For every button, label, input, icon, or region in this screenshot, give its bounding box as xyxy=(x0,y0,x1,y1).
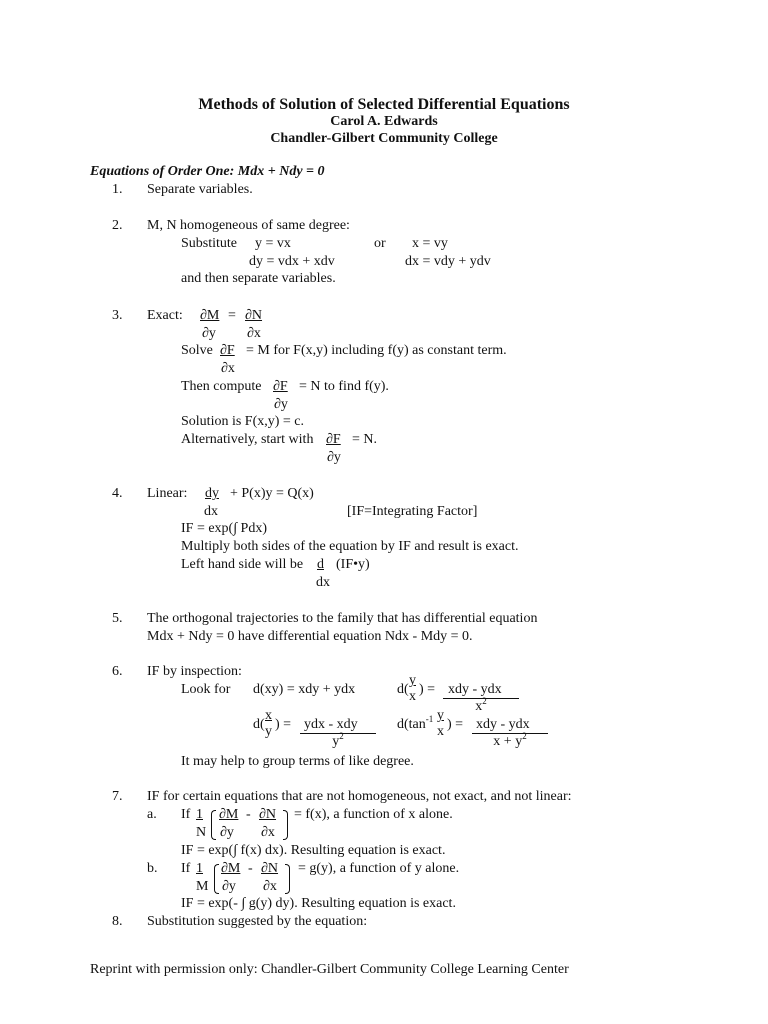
item-text: It may help to group terms of like degree. xyxy=(181,754,414,769)
footer-text: Reprint with permission only: Chandler-Gilbert Community College Learning Center xyxy=(90,962,569,977)
dx-denominator: dx xyxy=(316,575,330,590)
item-number: 6. xyxy=(112,664,123,679)
minus: - xyxy=(246,807,251,822)
subitem-label: a. xyxy=(147,807,157,822)
right-bracket xyxy=(285,864,290,894)
partial-m: ∂M xyxy=(221,861,241,876)
denominator-2-exponent: 2 xyxy=(339,731,344,741)
subitem-label: b. xyxy=(147,861,158,876)
institution: Chandler-Gilbert Community College xyxy=(270,131,498,146)
denominator-2-base: y xyxy=(332,734,340,749)
one-numerator: 1 xyxy=(196,861,203,876)
partial-x: ∂x xyxy=(263,879,277,894)
partial-f: ∂F xyxy=(220,343,235,358)
item-number: 2. xyxy=(112,218,123,233)
author: Carol A. Edwards xyxy=(330,114,438,129)
substitution-b: x = vy xyxy=(412,236,448,251)
solution-text: Solution is F(x,y) = c. xyxy=(181,414,305,429)
item-text: The orthogonal trajectories to the family that has differential equation xyxy=(147,611,538,626)
solve-text: = M for F(x,y) including f(y) as constant term. xyxy=(246,343,507,358)
partial-n: ∂N xyxy=(245,308,263,323)
if-formula: IF = exp(∫ Pdx) xyxy=(181,521,268,536)
numerator-1: xdy - ydx xyxy=(448,682,502,697)
n-denominator: N xyxy=(196,825,207,840)
y-numerator: y xyxy=(437,708,444,723)
partial-f: ∂F xyxy=(273,379,288,394)
alternative-text: = N. xyxy=(352,432,378,447)
x-numerator: x xyxy=(265,708,272,723)
item-number: 1. xyxy=(112,182,123,197)
b-result: = g(y), a function of y alone. xyxy=(298,861,460,876)
item-number: 3. xyxy=(112,308,123,323)
partial-f: ∂F xyxy=(326,432,341,447)
denominator-1 xyxy=(443,698,519,715)
partial-y: ∂y xyxy=(220,825,234,840)
page-title: Methods of Solution of Selected Differential Equations xyxy=(198,96,570,113)
partial-y: ∂y xyxy=(222,879,236,894)
exact-label: Exact: xyxy=(147,308,183,323)
partial-n: ∂N xyxy=(261,861,279,876)
left-bracket xyxy=(214,864,219,894)
substitute-label: Substitute xyxy=(181,236,238,251)
linear-label: Linear: xyxy=(147,486,188,501)
minus: - xyxy=(248,861,253,876)
close-equals: ) = xyxy=(447,717,464,732)
item-text: Mdx + Ndy = 0 have differential equation Ndx - Mdy = 0. xyxy=(147,629,473,644)
denominator-3-base: x + y xyxy=(493,734,523,749)
y-denominator: y xyxy=(265,724,272,739)
look-for-label: Look for xyxy=(181,682,231,697)
linear-equation: + P(x)y = Q(x) xyxy=(230,486,314,501)
item-text: and then separate variables. xyxy=(181,271,336,286)
partial-y: ∂y xyxy=(202,326,216,341)
m-denominator: M xyxy=(196,879,209,894)
if-word: If xyxy=(181,861,191,876)
partial-x: ∂x xyxy=(261,825,275,840)
close-equals: ) = xyxy=(419,682,436,697)
partial-y: ∂y xyxy=(327,450,341,465)
dxy-formula: d(xy) = xdy + ydx xyxy=(253,682,356,697)
denominator-1-exponent: 2 xyxy=(482,696,487,706)
denominator-3-exponent: 2 xyxy=(522,731,527,741)
if-formula: IF = exp(∫ f(x) dx). Resulting equation is exact. xyxy=(181,843,446,858)
dtan-base: d(tan xyxy=(397,717,426,732)
lhs-label: Left hand side will be xyxy=(181,557,304,572)
item-number: 7. xyxy=(112,789,123,804)
partial-x: ∂x xyxy=(221,361,235,376)
substitution-b-differential: dx = vdy + ydv xyxy=(405,254,491,269)
one-numerator: 1 xyxy=(196,807,203,822)
x-denominator: x xyxy=(409,689,416,704)
left-bracket xyxy=(211,810,216,840)
numerator-3: xdy - ydx xyxy=(476,717,530,732)
item-text: Substitution suggested by the equation: xyxy=(147,914,368,929)
dtan-exponent: -1 xyxy=(425,714,434,724)
item-text: Multiply both sides of the equation by IF and result is exact. xyxy=(181,539,519,554)
close-equals: ) = xyxy=(275,717,292,732)
solve-label: Solve xyxy=(181,343,213,358)
item-number: 8. xyxy=(112,914,123,929)
if-word: If xyxy=(181,807,191,822)
equals: = xyxy=(228,308,236,323)
partial-y: ∂y xyxy=(274,397,288,412)
denominator-3 xyxy=(472,733,548,750)
item-number: 5. xyxy=(112,611,123,626)
d-open: d( xyxy=(397,682,409,697)
d-numerator: d xyxy=(317,557,324,572)
a-result: = f(x), a function of x alone. xyxy=(294,807,453,822)
if-formula: IF = exp(- ∫ g(y) dy). Resulting equation is exact. xyxy=(181,896,456,911)
numerator-2: ydx - xdy xyxy=(304,717,358,732)
lhs-text: (IF•y) xyxy=(336,557,370,572)
item-text: IF for certain equations that are not homogeneous, not exact, and not linear: xyxy=(147,789,572,804)
alternative-label: Alternatively, start with xyxy=(181,432,314,447)
compute-text: = N to find f(y). xyxy=(299,379,389,394)
item-text: IF by inspection: xyxy=(147,664,242,679)
denominator-2 xyxy=(300,733,376,750)
d-open: d( xyxy=(253,717,265,732)
compute-label: Then compute xyxy=(181,379,262,394)
item-number: 4. xyxy=(112,486,123,501)
partial-n: ∂N xyxy=(259,807,277,822)
partial-m: ∂M xyxy=(219,807,239,822)
x-denominator: x xyxy=(437,724,444,739)
section-heading: Equations of Order One: Mdx + Ndy = 0 xyxy=(90,164,325,179)
or-text: or xyxy=(374,236,386,251)
item-text: Separate variables. xyxy=(147,182,253,197)
dtan-open xyxy=(397,714,434,733)
item-text: M, N homogeneous of same degree: xyxy=(147,218,350,233)
substitution-a: y = vx xyxy=(255,236,291,251)
substitution-a-differential: dy = vdx + xdv xyxy=(249,254,335,269)
integrating-factor-note: [IF=Integrating Factor] xyxy=(347,504,478,519)
dx-denominator: dx xyxy=(204,504,218,519)
denominator-1-base: x xyxy=(475,699,483,714)
partial-m: ∂M xyxy=(200,308,220,323)
dy-numerator: dy xyxy=(205,486,219,501)
partial-x: ∂x xyxy=(247,326,261,341)
right-bracket xyxy=(283,810,288,840)
y-numerator: y xyxy=(409,673,416,688)
